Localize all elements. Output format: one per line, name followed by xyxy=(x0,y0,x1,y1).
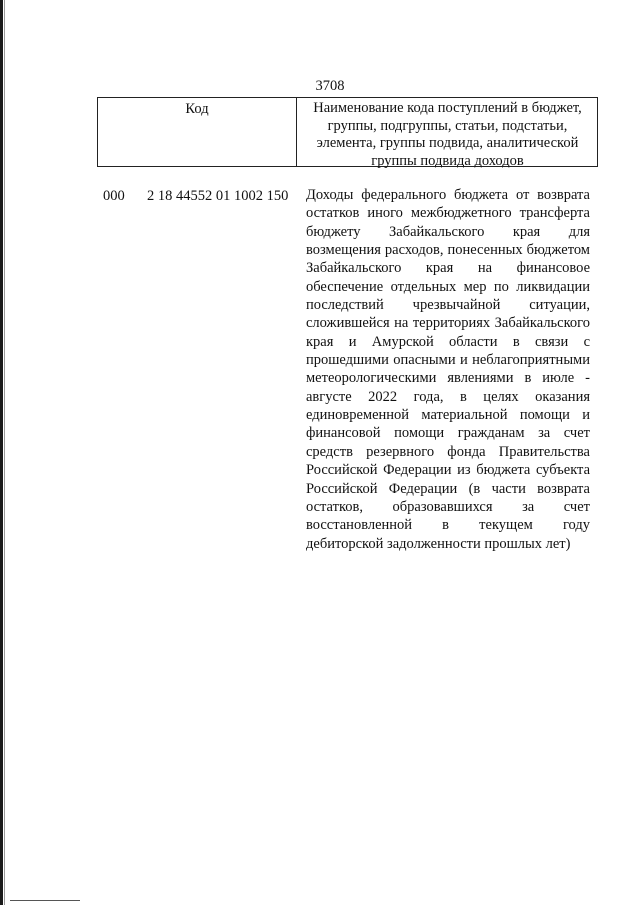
table-header xyxy=(97,97,598,167)
page-number: 3708 xyxy=(315,78,345,94)
row-admin-code: 000 xyxy=(103,188,125,204)
scan-edge-line xyxy=(4,0,5,905)
header-code-column: Код xyxy=(98,98,297,166)
row-revenue-code: 2 18 44552 01 1002 150 xyxy=(147,188,289,204)
row-revenue-name: Доходы федерального бюджета от возврата остатков иного межбюджетного трансферта бюджету Забайкальского края для возмещения расходов, понесенных бюджетом Забайкальского края на финансовое обеспечение отдельных мер по ликвидации последствий чрезвычайной ситуации, сложившейся на территориях Забайкальского края и Амурской области в связи с прошедшими опасными и неблагоприятными метеорологическими явлениями в июле - августе 2022 года, в целях оказания единовременной материальной помощи и финансовой помощи гражданам за счет средств резервного фонда Правительства Российской Федерации из бюджета субъекта Российской Федерации (в части возврата остатков, образовавшихся за счет восстановленной в текущем году дебиторской задолженности прошлых лет) xyxy=(306,187,590,552)
scan-edge-shadow xyxy=(0,0,3,905)
footer-scan-mark xyxy=(10,900,80,901)
header-name-column: Наименование кода поступлений в бюджет, группы, подгруппы, статьи, подстатьи, элемента, группы подвида, аналитической группы подвида доходов xyxy=(313,100,582,169)
